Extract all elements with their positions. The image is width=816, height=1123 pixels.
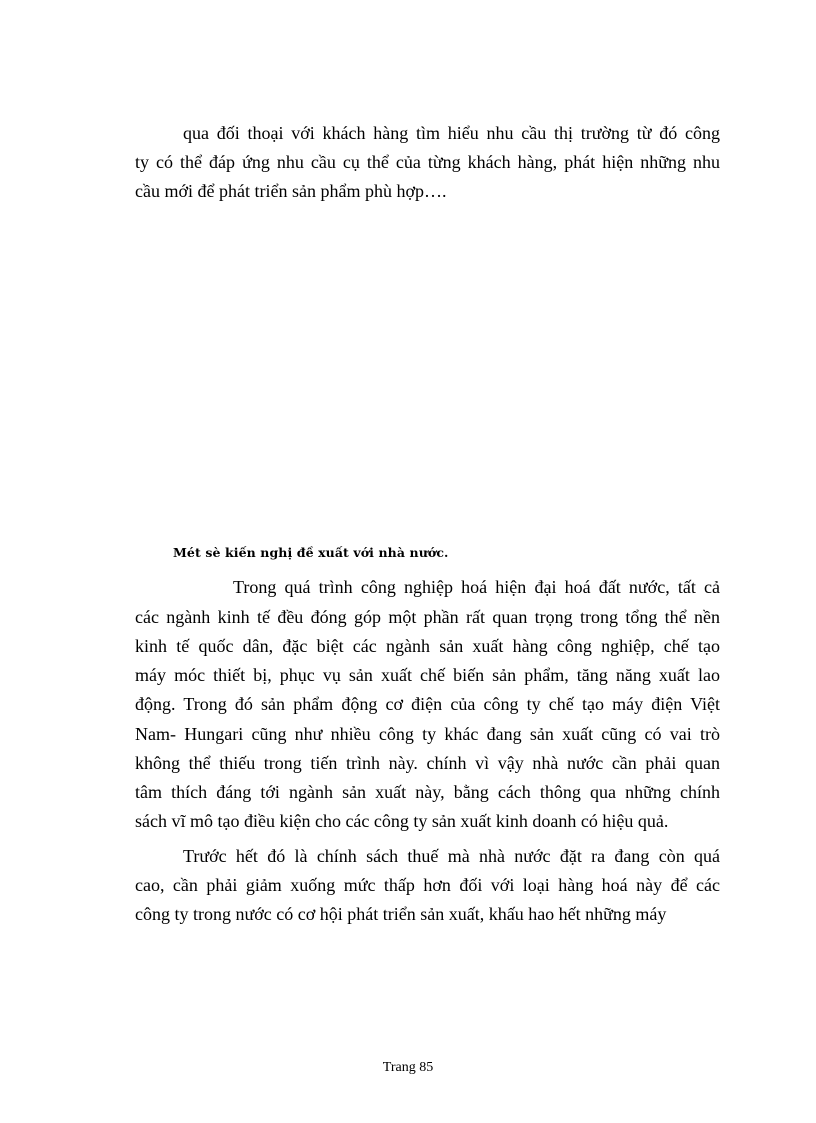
paragraph-line: Trong quá trình công nghiệp hoá hiện đại hoá đất nước, tất cả bbox=[233, 577, 720, 597]
paragraph-line: cầu mới để phát triển sản phẩm phù hợp…. bbox=[135, 181, 447, 201]
paragraph-line: cao, cần phải giảm xuống mức thấp hơn đối với loại hàng hoá này để các bbox=[135, 875, 720, 895]
page-number: Trang 85 bbox=[382, 1060, 434, 1075]
paragraph-line: tâm thích đáng tới ngành sản xuất này, bằng cách thông qua những chính bbox=[135, 782, 720, 802]
paragraph-line: qua đối thoại với khách hàng tìm hiểu nhu cầu thị trường từ đó công bbox=[183, 123, 720, 143]
paragraph-line: các ngành kinh tế đều đóng góp một phần rất quan trọng trong tổng thể nền bbox=[135, 607, 720, 627]
paragraph-line: không thể thiếu trong tiến trình này. chính vì vậy nhà nước cần phải quan bbox=[135, 753, 720, 773]
paragraph-line: kinh tế quốc dân, đặc biệt các ngành sản xuất hàng công nghiệp, chế tạo bbox=[135, 636, 720, 656]
paragraph-line: Trước hết đó là chính sách thuế mà nhà nước đặt ra đang còn quá bbox=[183, 846, 720, 866]
paragraph-line: ty có thể đáp ứng nhu cầu cụ thể của từng khách hàng, phát hiện những nhu bbox=[135, 152, 720, 172]
paragraph-line: động. Trong đó sản phẩm động cơ điện của công ty chế tạo máy điện Việt bbox=[135, 694, 720, 714]
paragraph-line: sách vĩ mô tạo điều kiện cho các công ty sản xuất kinh doanh có hiệu quả. bbox=[135, 811, 669, 831]
paragraph-line: máy móc thiết bị, phục vụ sản xuất chế biến sản phẩm, tăng năng xuất lao bbox=[135, 665, 720, 685]
paragraph-line: công ty trong nước có cơ hội phát triển sản xuất, khấu hao hết những máy bbox=[135, 904, 667, 924]
section-heading: Mét sè kiến nghị đề xuất với nhà nước. bbox=[173, 545, 449, 560]
paragraph-line: Nam- Hungari cũng như nhiều công ty khác đang sản xuất cũng có vai trò bbox=[135, 724, 720, 744]
